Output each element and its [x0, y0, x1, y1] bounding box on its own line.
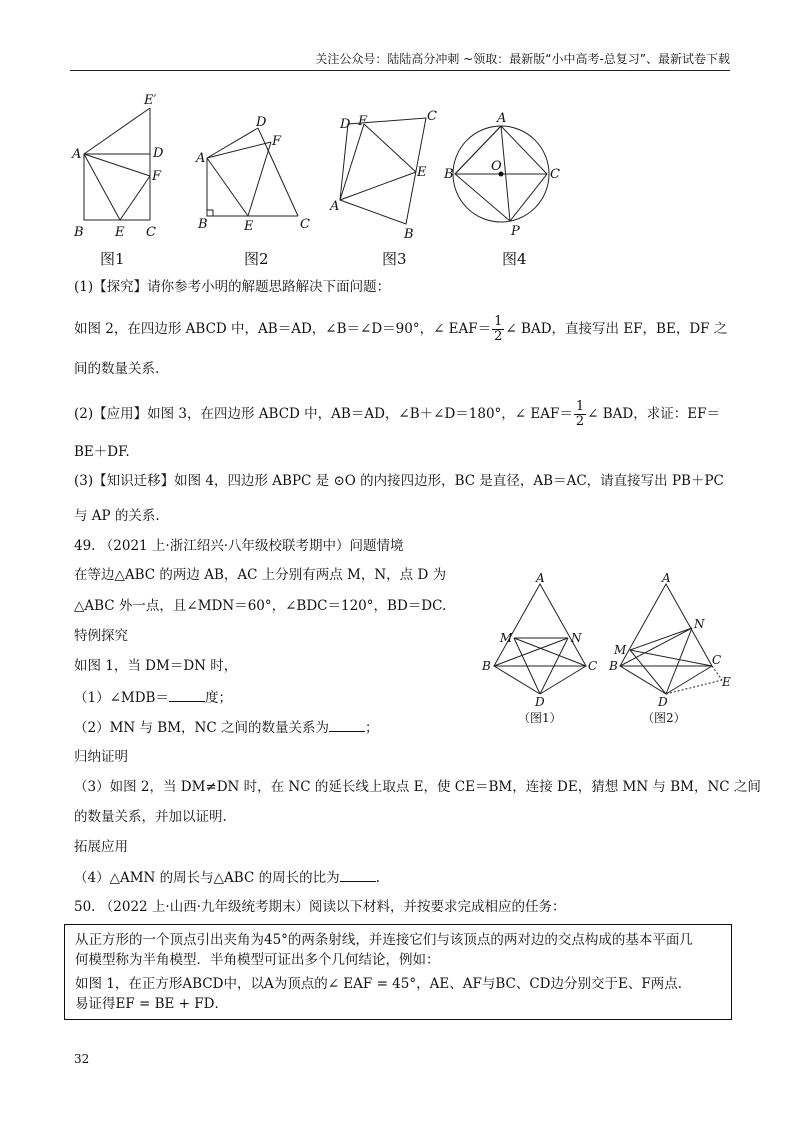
label-b: B: [444, 167, 454, 182]
figure-1-square: [84, 108, 150, 220]
q50-material-box: [64, 924, 732, 1020]
label-b: B: [74, 225, 84, 240]
caption-fig3: 图3: [382, 250, 407, 268]
caption-fig2: 图2: [244, 250, 269, 268]
fraction: $\frac{1}{2}$: [575, 399, 585, 429]
label-o: O: [491, 159, 502, 174]
label-c: C: [146, 225, 156, 240]
label-m: M: [614, 643, 627, 657]
caption-fig1: （图1）: [518, 711, 562, 725]
label-a: A: [196, 151, 206, 166]
label-c: C: [427, 109, 437, 124]
label-e: E: [115, 225, 125, 240]
figure-2-quadrilateral: [207, 128, 298, 216]
q49-subheading: 归纳证明: [74, 749, 128, 765]
q49-subheading: 特例探究: [74, 628, 128, 644]
caption-fig2: （图2）: [642, 711, 686, 725]
q48-part1-intro: (1)【探究】请你参考小明的解题思路解决下面问题：: [74, 279, 391, 295]
label-b: B: [482, 659, 491, 673]
label-e-prime: E′: [144, 93, 157, 108]
q49-title: 49. （2021 上·浙江绍兴·八年级校联考期中）问题情境: [74, 538, 404, 554]
q48-part3-cont: 与 AP 的关系.: [74, 508, 160, 524]
q48-part1-statement: 如图 2，在四边形 ABCD 中，AB＝AD，∠B＝∠D＝90°，∠ EAF＝ $\frac{1}{2}$ ∠ BAD，直接写出 EF，BE，DF 之: [74, 314, 728, 344]
label-c: C: [588, 659, 598, 673]
answer-blank[interactable]: [340, 868, 376, 882]
label-n: N: [694, 617, 705, 631]
q49-subheading: 拓展应用: [74, 839, 128, 855]
label-d: D: [658, 695, 668, 709]
label-c: C: [550, 167, 560, 182]
label-e: E: [417, 165, 427, 180]
header-rule: [70, 70, 730, 71]
q49-line: 如图 1，当 DM＝DN 时，: [74, 658, 238, 674]
label-e: E: [722, 675, 731, 689]
q49-line: 在等边△ABC 的两边 AB，AC 上分别有两点 M，N，点 D 为: [74, 567, 447, 583]
caption-fig1: 图1: [100, 250, 125, 268]
label-d: D: [535, 695, 545, 709]
q50-title: 50. （2022 上·山西·九年级统考期末）阅读以下材料，并按要求完成相应的任务：: [74, 899, 566, 915]
q48-part1-cont: 间的数量关系.: [74, 361, 160, 377]
q49-figures: [478, 572, 738, 732]
q49-line: △ABC 外一点，且∠MDN＝60°，∠BDC＝120°，BD＝DC.: [74, 598, 447, 614]
label-a: A: [330, 199, 340, 214]
q48-part2-cont: BE＋DF.: [74, 444, 130, 460]
label-c: C: [300, 217, 310, 232]
q49-part2: （2）MN 与 BM，NC 之间的数量关系为 ；: [74, 720, 379, 736]
figure-3-quadrilateral: [340, 118, 426, 224]
answer-blank[interactable]: [329, 718, 365, 732]
caption-fig4: 图4: [502, 250, 527, 268]
label-f: F: [152, 169, 162, 184]
label-c: C: [712, 653, 722, 667]
label-f: F: [272, 134, 282, 149]
label-d: D: [340, 117, 351, 132]
label-d: D: [256, 115, 267, 130]
label-d: D: [153, 146, 164, 161]
q49-part3: （3）如图 2，当 DM≠DN 时，在 NC 的延长线上取点 E，使 CE＝BM，连接 DE，猜想 MN 与 BM，NC 之间: [74, 779, 761, 795]
label-a: A: [72, 147, 82, 162]
q49-part1: （1）∠MDB＝ 度；: [74, 690, 232, 706]
label-m: M: [500, 631, 513, 645]
label-b: B: [404, 227, 414, 242]
page-header: 关注公众号：陆陆高分冲刺 ~领取：最新版“小中高考-总复习”、最新试卷下载: [315, 52, 730, 66]
q48-part3-statement: (3)【知识迁移】如图 4，四边形 ABPC 是 ⊙O 的内接四边形，BC 是直径，AB＝AC，请直接写出 PB＋PC: [74, 473, 724, 489]
label-a: A: [536, 572, 545, 585]
q49-part3-cont: 的数量关系，并加以证明.: [74, 809, 227, 825]
figures-top: [60, 88, 600, 273]
q49-part4: （4）△AMN 的周长与△ABC 的周长的比为 .: [74, 870, 380, 886]
label-e: E: [244, 219, 254, 234]
label-b: B: [198, 217, 208, 232]
page-number: 32: [74, 1052, 90, 1066]
answer-blank[interactable]: [169, 688, 205, 702]
box-line: 从正方形的一个顶点引出夹角为45°的两条射线，并连接它们与该顶点的两对边的交点构成的基本平面几: [75, 932, 693, 948]
box-line: 如图 1，在正方形ABCD中，以A为顶点的∠ EAF = 45°，AE、AF与BC、CD边分别交于E、F两点．: [75, 976, 692, 992]
box-line: 易证得EF = BE + FD．: [75, 996, 228, 1012]
fraction: $\frac{1}{2}$: [494, 314, 503, 344]
label-p: P: [511, 224, 520, 239]
label-a: A: [662, 572, 671, 585]
label-a: A: [497, 111, 507, 126]
label-b: B: [609, 659, 618, 673]
q48-part2-statement: (2)【应用】如图 3，在四边形 ABCD 中，AB＝AD，∠B＋∠D＝180°，∠ EAF＝ $\frac{1}{2}$ ∠ BAD，求证：EF＝: [74, 399, 720, 429]
label-n: N: [571, 631, 582, 645]
box-line: 何模型称为半角模型．半角模型可证出多个几何结论，例如：: [75, 952, 440, 968]
label-f: F: [358, 114, 368, 129]
